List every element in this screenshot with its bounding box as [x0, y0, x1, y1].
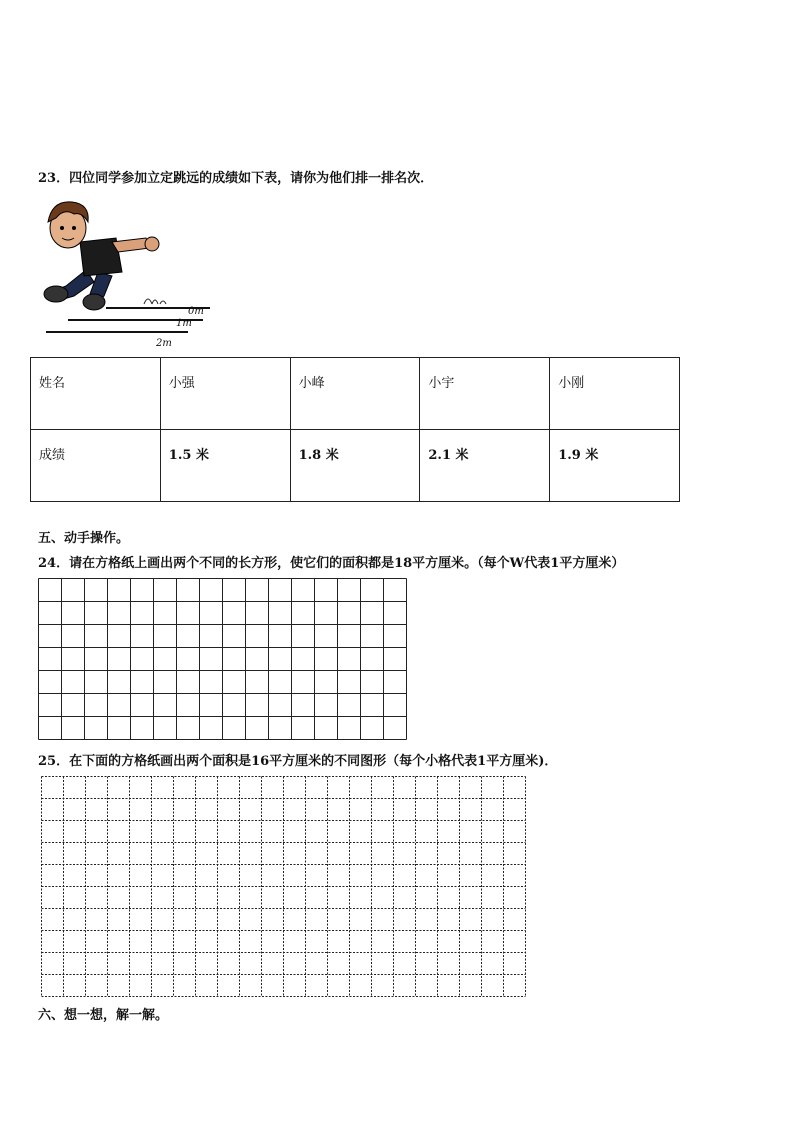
table-cell: 小峰 [290, 358, 420, 430]
boy-shoe-left [44, 286, 68, 302]
long-jump-figure [38, 198, 218, 348]
boy-arm [112, 238, 150, 252]
score-table [30, 357, 680, 502]
question-24: 24．请在方格纸上画出两个不同的长方形，使它们的面积都是18平方厘米。（每个W代表1平方厘米） [38, 556, 625, 571]
grid-paper-25 [41, 776, 527, 999]
section-6-title: 六、想一想，解一解。 [38, 1008, 169, 1023]
table-cell: 1.8 米 [290, 430, 420, 502]
table-cell: 2.1 米 [420, 430, 550, 502]
section-5-title: 五、动手操作。 [38, 531, 130, 546]
label-2m: 2m [156, 338, 172, 348]
table-row-scores [31, 430, 680, 502]
table-cell: 小宇 [420, 358, 550, 430]
label-1m: 1m [176, 318, 192, 329]
table-cell: 1.9 米 [550, 430, 680, 502]
table-cell: 小强 [160, 358, 290, 430]
label-0m: 0m [188, 306, 204, 317]
grid-paper-24 [38, 578, 408, 740]
table-cell: 姓名 [31, 358, 161, 430]
table-cell: 成绩 [31, 430, 161, 502]
dust-marks [144, 299, 166, 304]
table-cell: 小刚 [550, 358, 680, 430]
table-cell: 1.5 米 [160, 430, 290, 502]
question-23: 23．四位同学参加立定跳远的成绩如下表，请你为他们排一排名次． [38, 171, 434, 186]
table-row-names [31, 358, 680, 430]
boy-shoe-right [83, 294, 105, 310]
question-25: 25．在下面的方格纸画出两个面积是16平方厘米的不同图形（每个小格代表1平方厘米)． [38, 754, 558, 769]
